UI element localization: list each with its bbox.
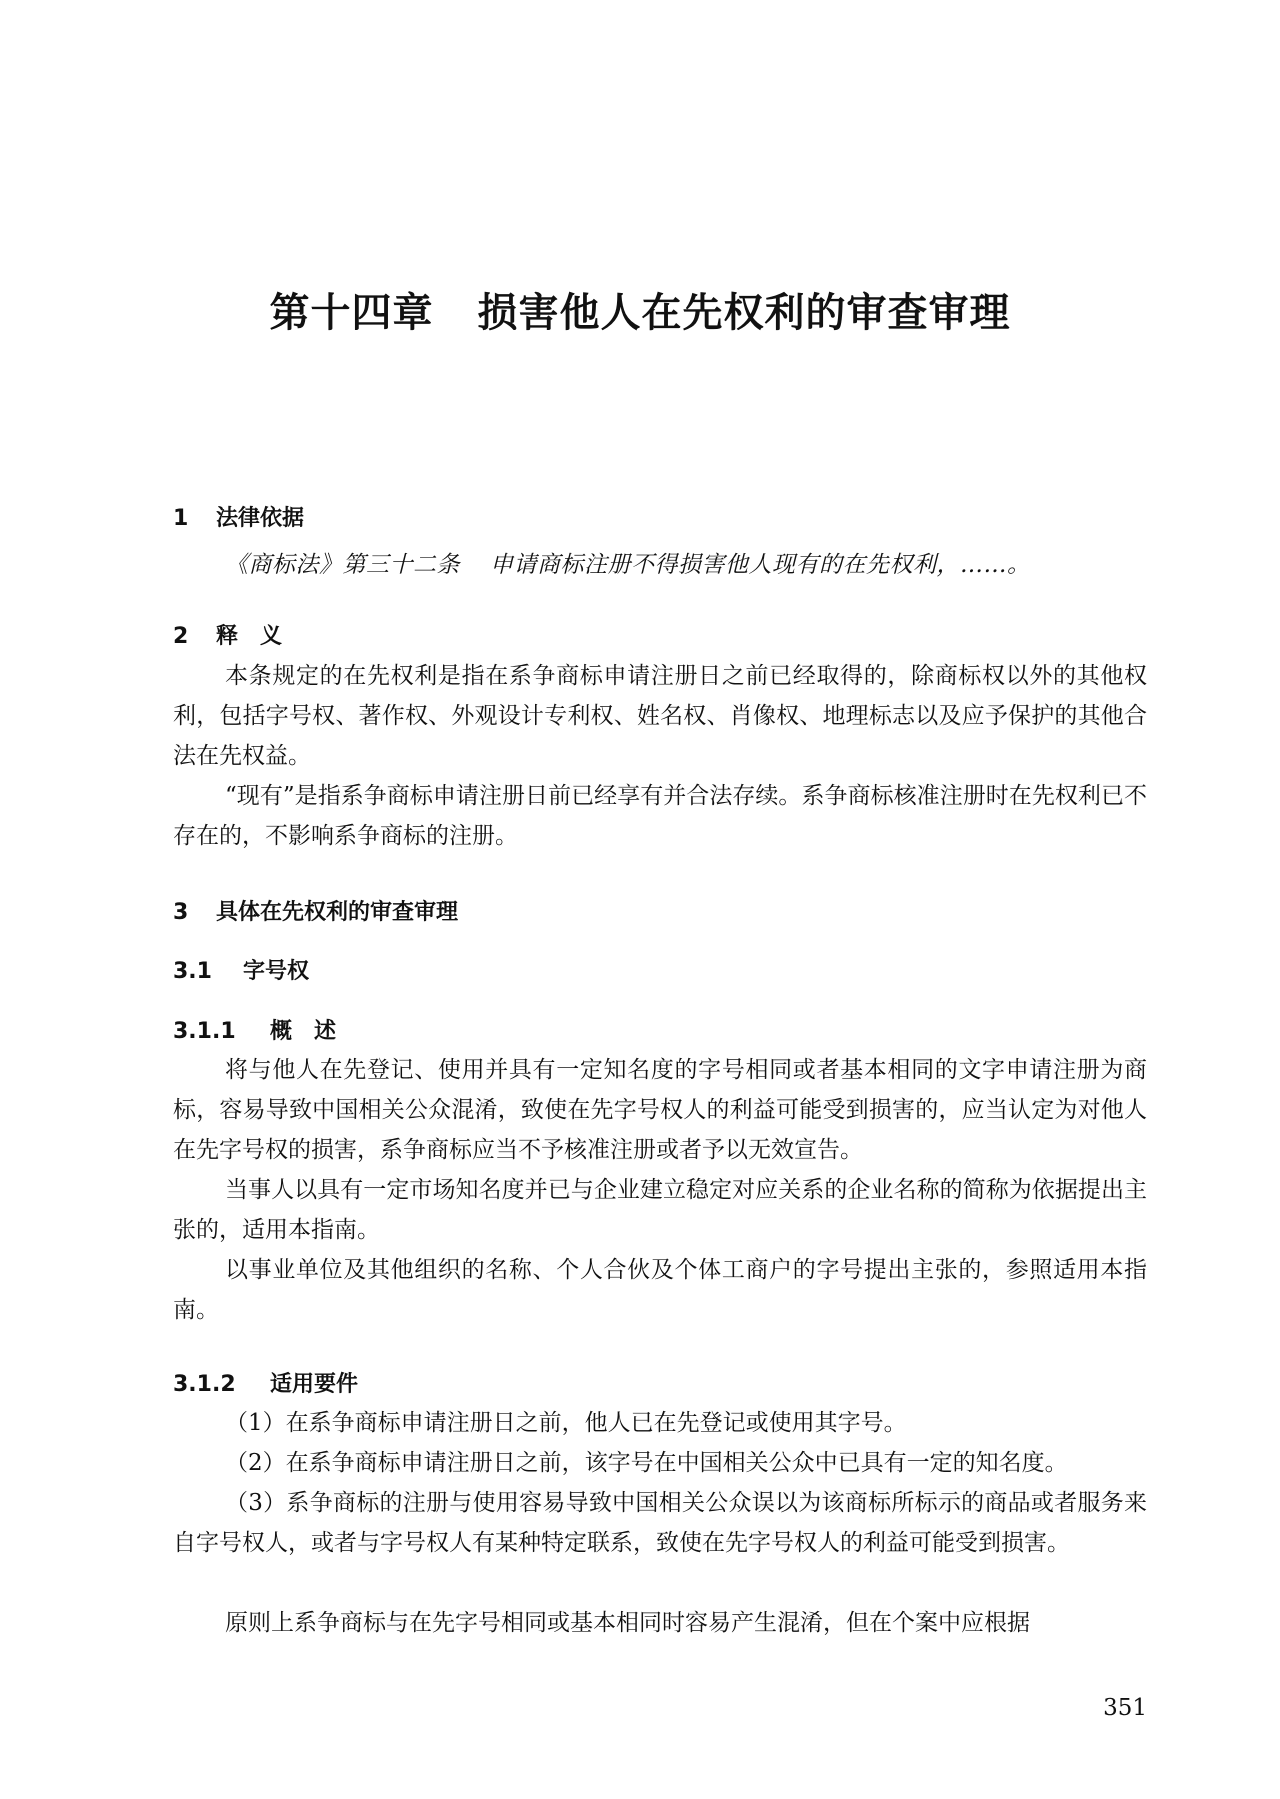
paragraph: 本条规定的在先权利是指在系争商标申请注册日之前已经取得的，除商标权以外的其他权利，包括字号权、著作权、外观设计专利权、姓名权、肖像权、地理标志以及应予保护的其他合法在先权益。 xyxy=(173,663,1147,769)
paragraph: 将与他人在先登记、使用并具有一定知名度的字号相同或者基本相同的文字申请注册为商标，容易导致中国相关公众混淆，致使在先字号权人的利益可能受到损害的，应当认定为对他人在先字号权的损害，系争商标应当不予核准注册或者予以无效宣告。 xyxy=(173,1057,1147,1163)
section-title: 字号权 xyxy=(243,959,310,984)
chapter-title xyxy=(0,285,1280,341)
list-item: （3）系争商标的注册与使用容易导致中国相关公众误以为该商标所标示的商品或者服务来自字号权人，或者与字号权人有某种特定联系，致使在先字号权人的利益可能受到损害。 xyxy=(173,1490,1147,1556)
law-text: 申请商标注册不得损害他人现有的在先权利，……。 xyxy=(490,552,1031,578)
section-heading-3-1-1 xyxy=(173,1017,336,1047)
section-number: 1 xyxy=(173,506,189,531)
page-number: 351 xyxy=(1103,1695,1147,1721)
paragraph: “现有”是指系争商标申请注册日前已经享有并合法存续。系争商标核准注册时在先权利已不存在的，不影响系争商标的注册。 xyxy=(173,783,1147,849)
chapter-number: 第十四章 xyxy=(269,289,434,336)
section-title: 释 义 xyxy=(216,624,283,649)
law-reference: 《商标法》第三十二条 xyxy=(225,552,460,578)
list-item: （2）在系争商标申请注册日之前，该字号在中国相关公众中已具有一定的知名度。 xyxy=(225,1450,1068,1476)
section-heading-3-1 xyxy=(173,957,309,987)
chapter-name: 损害他人在先权利的审查审理 xyxy=(477,289,1011,336)
section-heading-3-1-2 xyxy=(173,1370,358,1400)
section-title: 概 述 xyxy=(270,1019,337,1044)
section-number: 3.1.2 xyxy=(173,1372,236,1397)
law-citation xyxy=(225,545,1031,585)
paragraph: 以事业单位及其他组织的名称、个人合伙及个体工商户的字号提出主张的，参照适用本指南。 xyxy=(173,1257,1147,1323)
section-heading-1 xyxy=(173,504,304,534)
section-number: 3.1 xyxy=(173,959,212,984)
paragraph: 当事人以具有一定市场知名度并已与企业建立稳定对应关系的企业名称的简称为依据提出主张的，适用本指南。 xyxy=(173,1177,1147,1243)
section-title: 法律依据 xyxy=(216,506,305,531)
paragraph: 原则上系争商标与在先字号相同或基本相同时容易产生混淆，但在个案中应根据 xyxy=(225,1610,1030,1636)
section-number: 3.1.1 xyxy=(173,1019,236,1044)
section-title: 具体在先权利的审查审理 xyxy=(216,900,459,925)
list-item: （1）在系争商标申请注册日之前，他人已在先登记或使用其字号。 xyxy=(225,1410,907,1436)
section-heading-2 xyxy=(173,622,282,652)
section-number: 2 xyxy=(173,624,189,649)
section-heading-3 xyxy=(173,898,458,928)
section-number: 3 xyxy=(173,900,189,925)
section-title: 适用要件 xyxy=(270,1372,359,1397)
